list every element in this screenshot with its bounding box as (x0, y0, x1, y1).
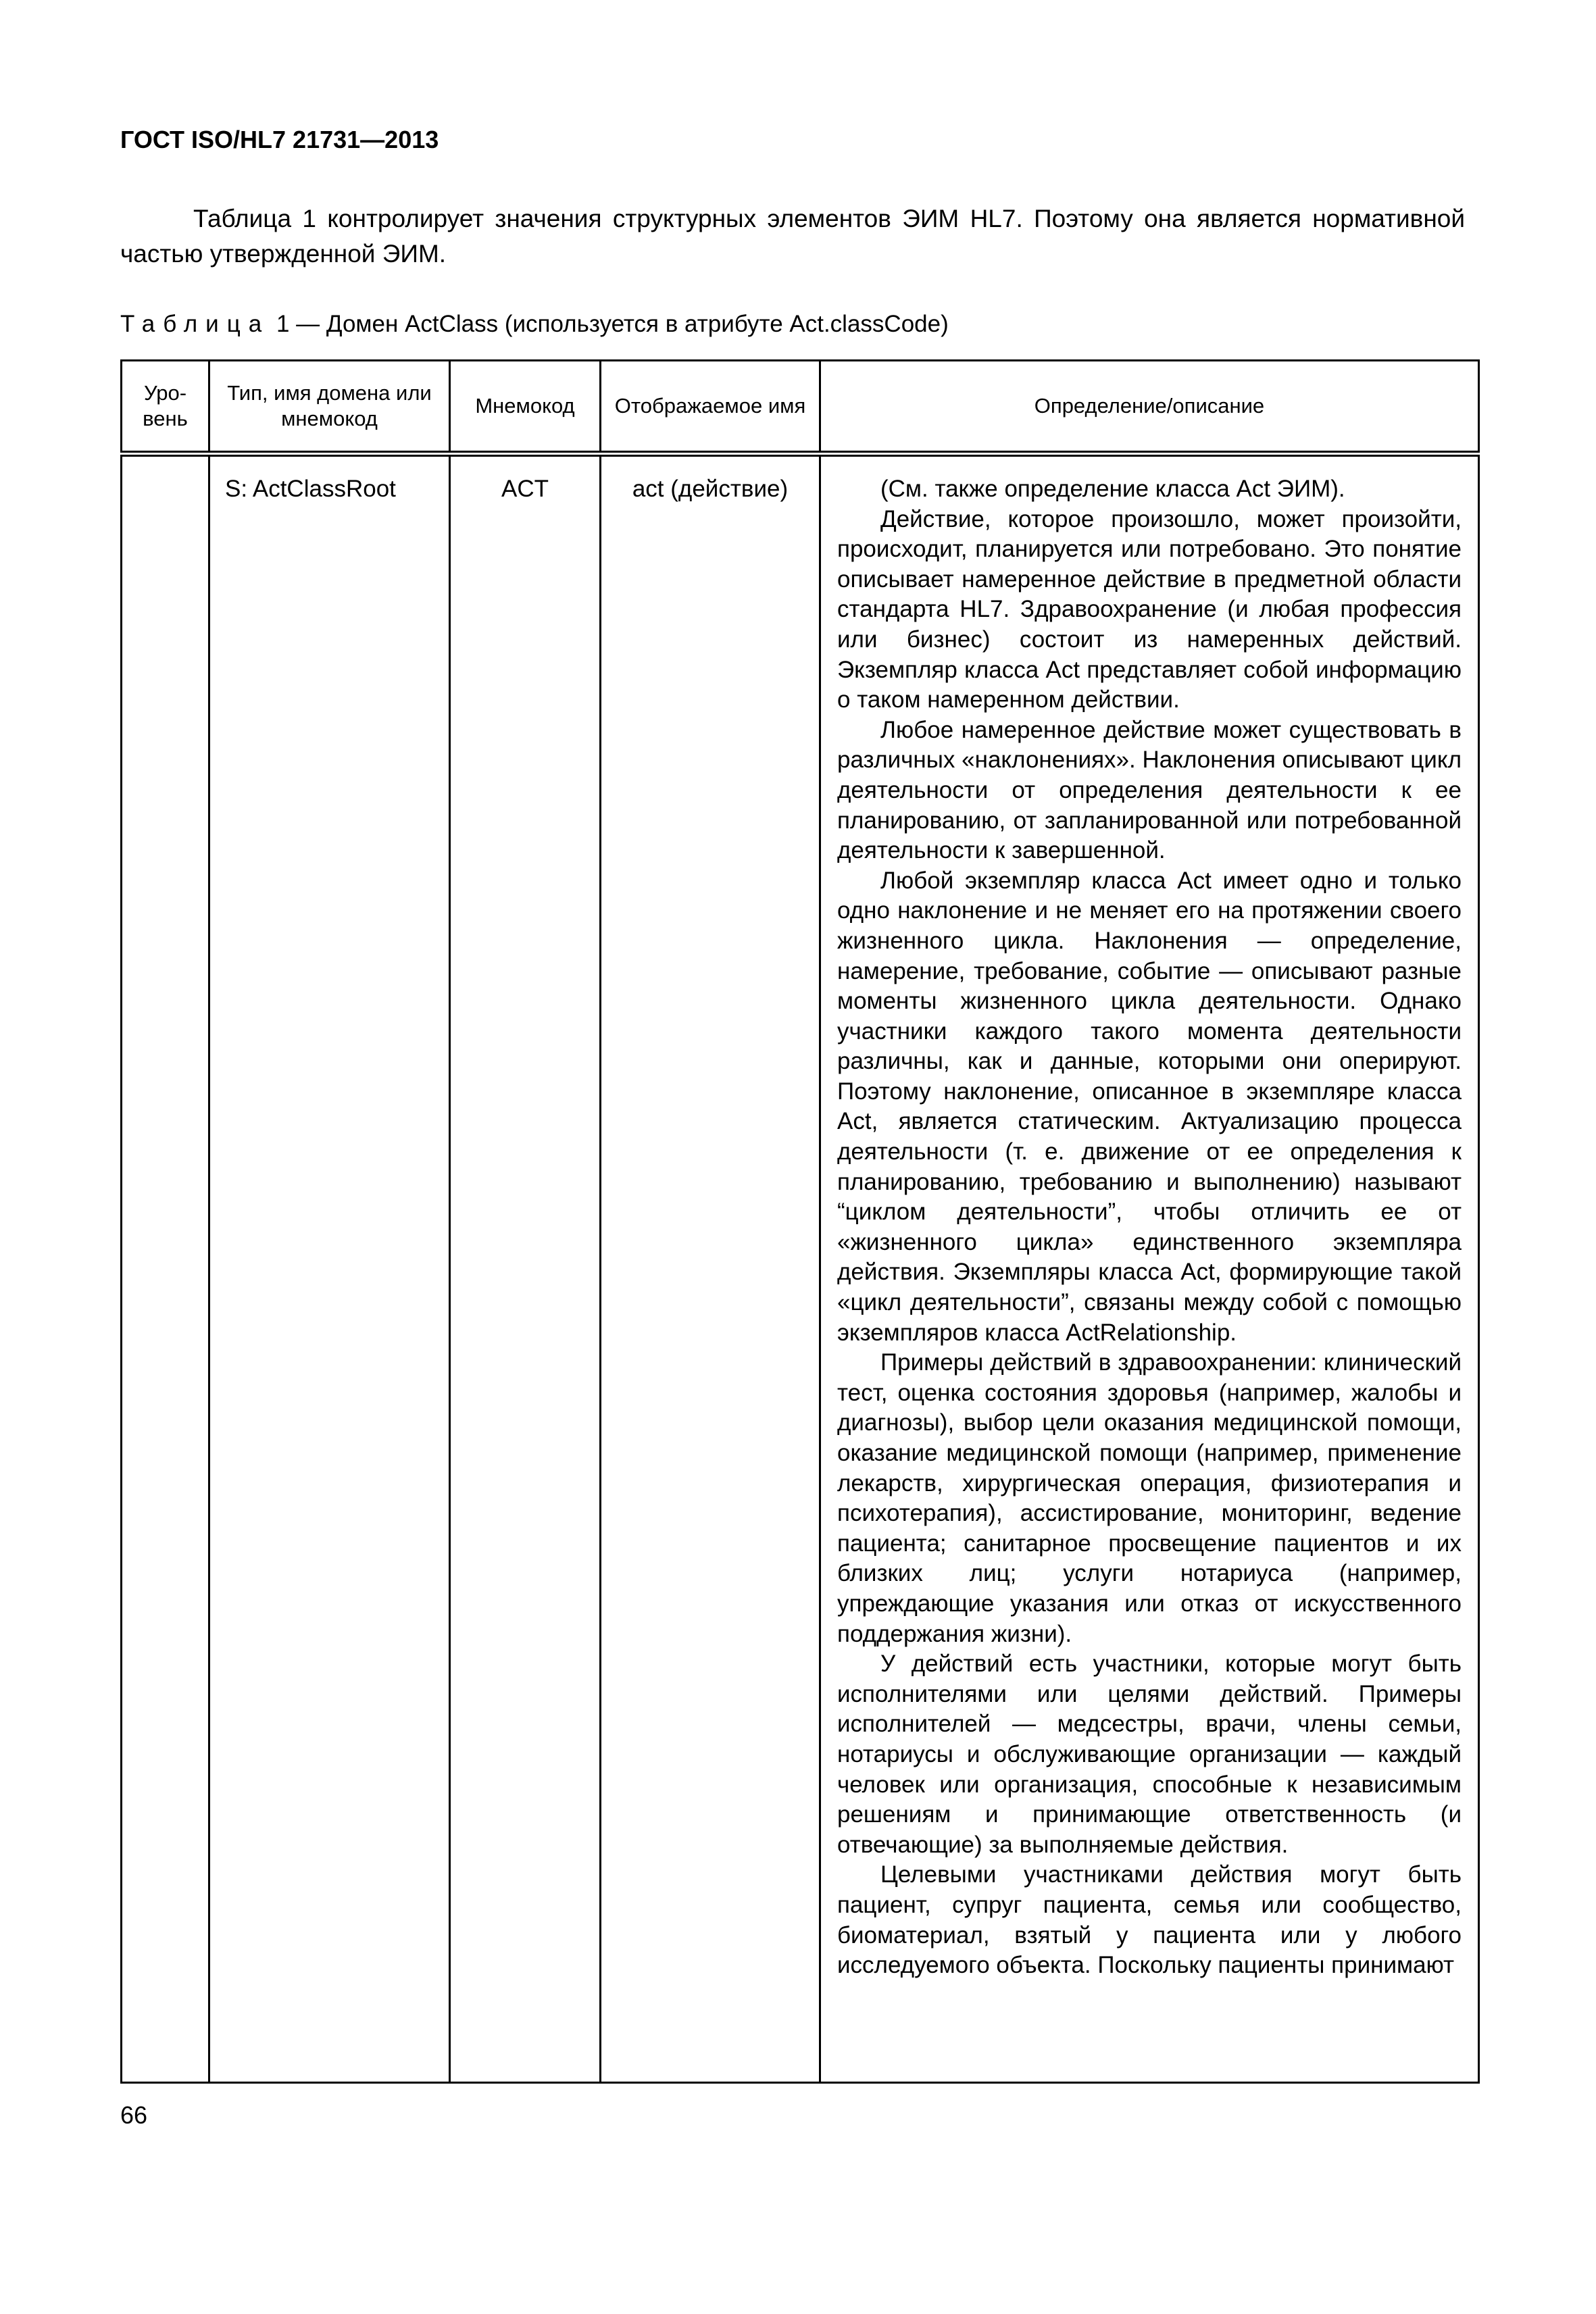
cell-definition (820, 454, 1479, 2083)
cell-mnemonic: ACT (450, 454, 601, 2083)
definition-paragraph: У действий есть участники, которые могут быть исполнителями или целями действий. Примеры исполнителей — медсестры, врачи, члены семьи, нотариусы и обслуживающие организации — каждый человек или организация, способные к независимым решениям и принимающие ответственность (и отвечающие) за выполняемые действия. (837, 1651, 1462, 1858)
table-caption-label: Таблица (120, 311, 270, 337)
cell-type: S: ActClassRoot (209, 454, 450, 2083)
intro-text: Таблица 1 контролирует значения структурных элементов ЭИМ HL7. Поэтому она является нормативной частью утвержденной ЭИМ. (120, 205, 1465, 268)
definition-paragraph: Любое намеренное действие может существовать в различных «наклонениях». Наклонения описывают цикл деятельности от определения деятельности к ее планированию, от запланированной или потребованной деятельности к завершенной. (837, 716, 1462, 864)
column-header-type: Тип, имя домена или мнемокод (209, 361, 450, 454)
table-caption (120, 311, 949, 338)
intro-paragraph (120, 201, 1465, 272)
definition-paragraph: Любой экземпляр класса Act имеет одно и только одно наклонение и не меняет его на протяжении своего жизненного цикла. Наклонения — определение, намерение, требование, событие — описывают разные моменты жизненного цикла деятельности. Однако участники каждого такого момента деятельности различны, как и данные, которыми они оперируют. Поэтому наклонение, описанное в экземпляре класса Act, является статическим. Актуализацию процесса деятельности (т. е. движение от ее определения к планированию, требованию и выполнению) называют “циклом деятельности”, чтобы отличить ее от «жизненного цикла» единственного экземпляра действия. Экземпляры класса Act, формирующие такой «цикл деятельности”, связаны между собой с помощью экземпляров класса ActRelationship. (837, 867, 1462, 1346)
document-header: ГОСТ ISO/HL7 21731—2013 (120, 126, 439, 153)
column-header-mnemonic: Мнемокод (450, 361, 601, 454)
definition-paragraph: Примеры действий в здравоохранении: клинический тест, оценка состояния здоровья (например, жалобы и диагнозы), выбор цели оказания медицинской помощи, оказание медицинской помощи (например, применение лекарств, хирургическая операция, физиотерапия и психотерапия), ассистирование, мониторинг, ведение пациента; санитарное просвещение пациентов и их близких лиц; услуги нотариуса (например, упреждающие указания или отказ от искусственного поддержания жизни). (837, 1349, 1462, 1647)
definition-paragraph: (См. также определение класса Act ЭИМ). (880, 476, 1345, 502)
page-number: 66 (120, 2101, 148, 2129)
column-header-display-name: Отображаемое имя (601, 361, 820, 454)
column-header-definition: Определение/описание (820, 361, 1479, 454)
table-header-row (122, 361, 1479, 454)
table-caption-text: 1 — Домен ActClass (используется в атрибуте Act.classCode) (270, 311, 949, 337)
table-row (122, 454, 1479, 2083)
column-header-level: Уро-вень (122, 361, 209, 454)
definition-paragraph: Целевыми участниками действия могут быть пациент, супруг пациента, семья или сообщество, биоматериал, взятый у пациента или у любого исследуемого объекта. Поскольку пациенты принимают (837, 1861, 1462, 1979)
cell-level (122, 454, 209, 2083)
cell-display-name: act (действие) (601, 454, 820, 2083)
definition-paragraph: Действие, которое произошло, может произойти, происходит, планируется или потребовано. Это понятие описывает намеренное действие в предметной области стандарта HL7. Здравоохранение (и любая профессия или бизнес) состоит из намеренных действий. Экземпляр класса Act представляет собой информацию о таком намеренном действии. (837, 505, 1462, 713)
actclass-domain-table (120, 359, 1480, 2084)
